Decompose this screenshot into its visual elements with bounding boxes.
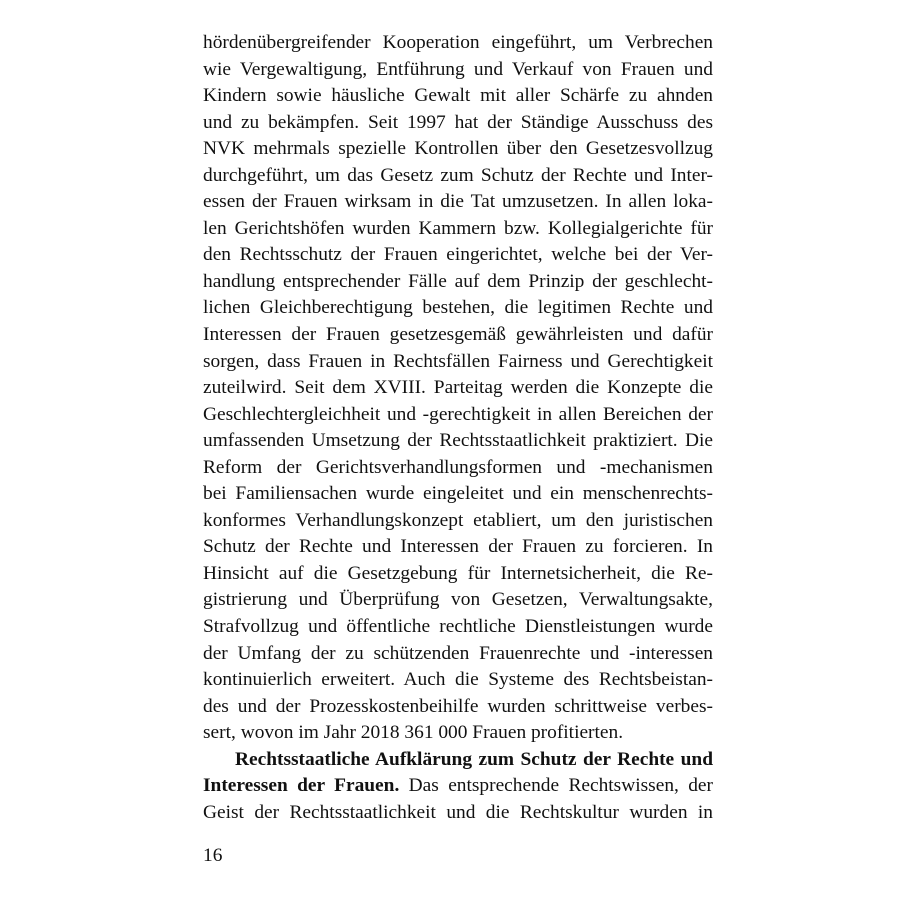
text-fragment: Das entsprechende Rechtswissen, der [399, 775, 713, 797]
text-line: zuteilwird. Seit dem XVIII. Parteitag werden die Konzepte die [203, 377, 713, 399]
body-text [203, 30, 713, 826]
text-line: Interessen der Frauen gesetzesgemäß gewährleisten und dafür [203, 324, 713, 346]
section-heading [203, 747, 713, 774]
text-line: sorgen, dass Frauen in Rechtsfällen Fairness und Gerechtigkeit [203, 350, 713, 372]
text-line: wie Vergewaltigung, Entführung und Verkauf von Frauen und [203, 58, 713, 80]
text-line: gistrierung und Überprüfung von Gesetzen, Verwaltungsakte, [203, 589, 713, 611]
section-heading-text: Rechtsstaatliche Aufklärung zum Schutz der Rechte und [235, 748, 713, 770]
section-heading-text: Interessen der Frauen. [203, 775, 400, 797]
text-line: Kindern sowie häusliche Gewalt mit aller Schärfe zu ahnden [203, 85, 713, 107]
text-line: hördenübergreifender Kooperation eingeführt, um Verbrechen [203, 32, 713, 53]
paragraph-1 [203, 30, 713, 747]
text-line: des und der Prozesskostenbeihilfe wurden schrittweise verbes- [203, 695, 713, 717]
text-line: der Umfang der zu schützenden Frauenrechte und -interessen [203, 642, 713, 664]
text-line: Geschlechtergleichheit und -gerechtigkeit in allen Bereichen der [203, 403, 713, 425]
text-line: und zu bekämpfen. Seit 1997 hat der Ständige Ausschuss des [203, 111, 713, 133]
paragraph-2 [203, 747, 713, 827]
text-line: Schutz der Rechte und Interessen der Frauen zu forcieren. In [203, 536, 713, 558]
text-line [203, 773, 713, 800]
text-line: essen der Frauen wirksam in die Tat umzusetzen. In allen loka- [203, 191, 713, 213]
text-line: Geist der Rechtsstaatlichkeit und die Rechtskultur wurden in [203, 801, 713, 823]
text-line: konformes Verhandlungskonzept etabliert, um den juristischen [203, 509, 713, 531]
text-line: Reform der Gerichtsverhandlungsformen und -mechanismen [203, 456, 713, 478]
text-line: sert, wovon im Jahr 2018 361 000 Frauen profitierten. [203, 722, 624, 744]
text-line: Hinsicht auf die Gesetzgebung für Internetsicherheit, die Re- [203, 562, 713, 584]
text-line: umfassenden Umsetzung der Rechtsstaatlichkeit praktiziert. Die [203, 430, 713, 452]
text-line: durchgeführt, um das Gesetz zum Schutz der Rechte und Inter- [203, 164, 713, 186]
text-line: NVK mehrmals spezielle Kontrollen über den Gesetzesvollzug [203, 138, 713, 160]
text-line: len Gerichtshöfen wurden Kammern bzw. Kollegialgerichte für [203, 217, 713, 239]
text-line: Strafvollzug und öffentliche rechtliche Dienstleistungen wurde [203, 616, 713, 638]
text-line: lichen Gleichberechtigung bestehen, die legitimen Rechte und [203, 297, 713, 319]
page-number: 16 [203, 845, 223, 866]
text-line: bei Familiensachen wurde eingeleitet und ein menschenrechts- [203, 483, 713, 505]
text-line: kontinuierlich erweitert. Auch die Systeme des Rechtsbeistan- [203, 669, 713, 691]
text-line: den Rechtsschutz der Frauen eingerichtet, welche bei der Ver- [203, 244, 713, 266]
text-line: handlung entsprechender Fälle auf dem Prinzip der geschlecht- [203, 270, 713, 292]
